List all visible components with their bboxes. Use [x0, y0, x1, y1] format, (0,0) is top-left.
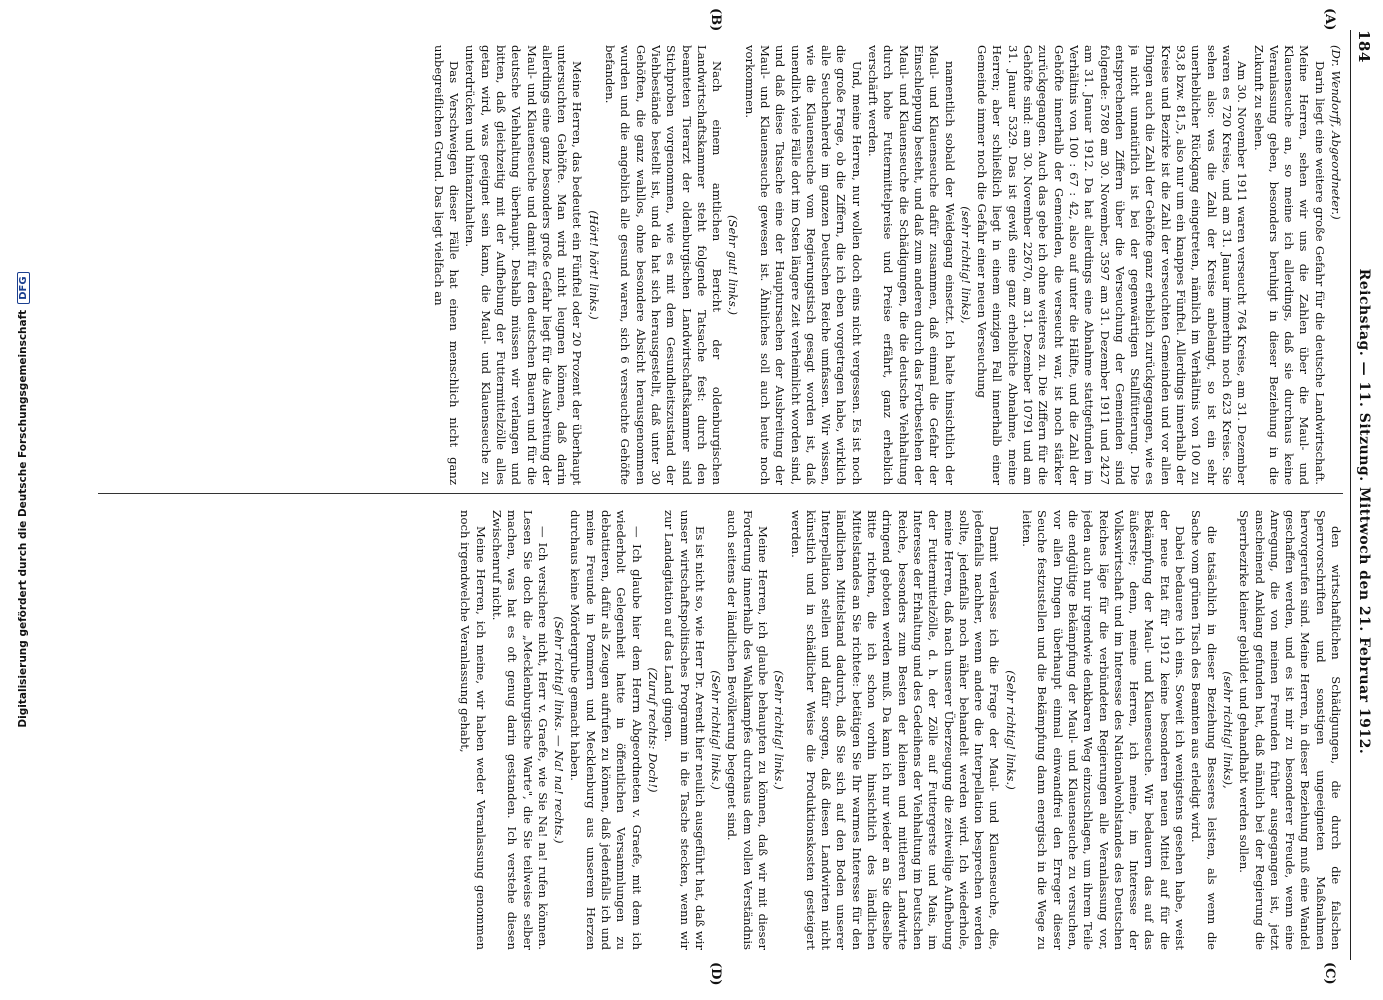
interjection: (Hört! hört! links.)	[586, 210, 601, 320]
paragraph: den wirtschaftlichen Schädigungen, die durch die falschen Sperrvorschriften und sonstigen ungeeigneten Maßnahmen hervorgerufen sind. Meine Herren, in dieser Beziehung muß eine Wandel geschaffen werden, und es ist mir zu besonderer Freude, wenn eine Anregung, die von meinen Freunden früher ausgegangen ist, jetzt anscheinend Anklang gefunden hat, daß nämlich bei der Regierung die Sperrbezirke kleiner gebildet und gehandhabt werden sollen.	[1237, 510, 1343, 950]
paragraph: die tatsächlich in dieser Beziehung Besseres leisten, als wenn die Sache vom grünen Tisch des Beamten aus erledigt wird.	[1189, 510, 1219, 950]
interjection: (Sehr richtig! links.)	[772, 670, 787, 790]
credit-text: Digitalisierung gefördert durch die Deutsche Forschungsgemeinschaft	[17, 309, 29, 728]
paragraph: — Ich glaube hier dem Herrn Abgeordneten v. Graefe, mit dem ich wiederholt Gelegenheit hatte in öffentlichen Versammlungen zu debattieren, dafür als Zeugen aufrufen zu können, daß jedenfalls ich und meine Freunde in Pommern und Mecklenburg aus unserem Herzen durchaus keine Mördergrube gemacht haben.	[568, 510, 644, 950]
interjection: (Sehr gut! links.)	[726, 215, 741, 315]
interjection: (sehr richtig! links),	[1220, 671, 1235, 789]
margin-mark-d: (D)	[708, 962, 723, 986]
interjection: (Sehr richtig! links. — Na! na! rechts.)	[552, 616, 567, 844]
page-header	[1353, 30, 1375, 960]
paragraph: — Ich versichere nicht, Herr v. Graefe, wie Sie Na! na! rufen können. Lesen Sie doch die „Mecklenburgische Warte", die Sie teilweise selber machen, was hat es oft genug darin gestanden. Ich verstehe diesen Zwischenruf nicht.	[489, 510, 550, 950]
paragraph: Meine Herren, ich glaube behaupten zu können, daß wir mit dieser Forderung innerhalb des Wahlkampfes durchaus dem vollen Verständnis auch seitens der ländlichen Bevölkerung begegnet sind.	[725, 510, 771, 950]
paragraph: Damit verlasse ich die Frage der Maul- und Klauenseuche, die, jedenfalls nachher, wenn andere die Interpellation besprechen werden sollte, jedenfalls noch näher behandelt werden wird. Ich wiederhole, meine Herren, daß nach unserer Überzeugung die zeitweilige Aufhebung der Futtermittelzölle, d. h. der Zölle auf Futtergerste und Mais, im Interesse der Erhaltung und des Gedeihens der Viehhaltung im Deutschen Reiche, besonders zum Besten der kleinen und mittleren Landwirte dringend geboten werden muß. Da kann ich nur wieder an Sie dieselbe Bitte richten, die ich schon vorhin hinsichtlich des ländlichen Mittelstandes an Sie richtete: betätigen Sie Ihr warmes Interesse für den ländlichen Mittelstand dadurch, daß Sie sich auf den Boden unserer Interpellation stellen und dafür sorgen, daß diesen Landwirten nicht künstlich und in schädlicher Weise die Produktionskosten gesteigert werden.	[788, 510, 1002, 950]
page-number: 184	[1355, 30, 1373, 63]
dfg-logo: DFG	[17, 272, 30, 303]
paragraph: Dabei bedauere ich eins. Soweit ich wenigstens gesehen habe, weist der neue Etat für 1912 keine besonderen neuen Mittel auf für die Bekämpfung der Maul- und Klauenseuche. Wir bedauern das auf das äußerste; denn, meine Herren, ich meine, im Interesse der Volkswirtschaft und im Interesse des Nationalwohlstandes des Deutschen Reiches läge für die verbündeten Regierungen alle Veranlassung vor, jeden auch nur irgendwie denkbaren Weg einzuschlagen, um ihrem Teile die endgültige Bekämpfung der Maul- und Klauenseuche zu versuchen, vor allen Dingen überhaupt einmal einwandfrei den Erreger dieser Seuche festzustellen und die Bekämpfung dann energisch in die Wege zu leiten.	[1020, 510, 1188, 950]
interjection: (sehr richtig! links),	[958, 206, 973, 324]
margin-mark-a: (A)	[1322, 8, 1337, 31]
paragraph: Es ist nicht so, wie Herr Dr. Arendt hier neulich ausgeführt hat, daß wir unser wirtschaftspolitisches Programm in die Tasche stecken, wenn wir zur Landagitation auf das Land gingen.	[662, 510, 707, 950]
interjection: (Zuruf rechts: Doch!)	[645, 667, 660, 793]
left-column	[93, 45, 1343, 485]
paragraph: Meine Herren, das bedeutet ein Fünftel oder 20 Prozent der überhaupt untersuchten Gehöfte. Man wird nicht leugnen können, daß darin allerdings eine ganz besonders große Gefahr liegt für die Ausbreitung der Maul- und Klauenseuche und damit für den deutschen Bauern und für die deutsche Viehhaltung überhaupt. Deshalb müssen wir verlangen und bitten, daß gleichzeitig mit der Aufhebung der Futtermittelzölle alles getan wird, was geeignet sein kann, die Maul- und Klauenseuche zu unterdrücken und hintanzuhalten.	[463, 45, 585, 485]
header-rule	[1350, 30, 1351, 960]
margin-mark-b: (B)	[708, 8, 723, 32]
page-title: Reichstag. — 11. Sitzung. Mittwoch den 21. Februar 1912.	[1356, 268, 1372, 755]
paragraph: Darin liegt eine weitere große Gefahr für die deutsche Landwirtschaft. Meine Herren, sehen wir uns die Zahlen über die Maul- und Klauenseuche an, so meine ich allerdings, daß sie durchaus keine Veranlassung geben, besonders beruhigt in dieser Beziehung in die Zukunft zu sehen.	[1251, 45, 1327, 485]
digitization-credit	[3, 0, 43, 1000]
right-column	[93, 510, 1343, 950]
margin-mark-c: (C)	[1322, 962, 1337, 985]
paragraph: Und, meine Herren, nur wollen doch eins nicht vergessen. Es ist noch die große Frage, ob die Ziffern, die ich eben vorgetragen habe, wirklich alle Seuchenherde im ganzen Deutschen Reiche umfassen. Wir wissen, wie die Klauenseuche vom Regierungstisch gesagt worden ist, daß unendlich viele Fälle dort im Osten längere Zeit verheimlicht worden sind, und daß diese Tatsache eine der Hauptursachen der Ausbreitung der Maul- und Klauenseuche gewesen ist. Ähnliches soll auch heute noch vorkommen.	[742, 45, 864, 485]
paragraph: Am 30. November 1911 waren verseucht 764 Kreise, am 31. Dezember waren es 720 Kreise, und am 31. Januar immerhin noch 623 Kreise. Sie sehen also: was die Zahl der Kreise anbelangt, so ist ein sehr unerheblicher Rückgang eingetreten, nämlich im Verhältnis von 100 zu 93,8 bzw. 81,5, also nur um ein knappes Fünftel. Allerdings innerhalb der Kreise und Bezirke ist die Zahl der verseuchten Gemeinden und vor allen Dingen auch die Zahl der Gehöfte ganz erheblich zurückgegangen, wie es ja nicht unnatürlich ist bei der gegenwärtigen Stallfütterung. Die entsprechenden Ziffern über die Verseuchung der Gemeinden sind folgende: 5780 am 30. November, 3597 am 31. Dezember 1911 und 2427 am 31. Januar 1912. Da hat allerdings eine Abnahme stattgefunden im Verhältnis von 100 : 67 : 42, also auf unter die Hälfte, und die Zahl der Gehöfte innerhalb der Gemeinden, die verseucht war, ist noch stärker zurückgegangen. Auch das gebe ich ohne weiteres zu. Die Ziffern für die Gehöfte sind: am 30. November 22670, am 31. Dezember 10791 und am 31. Januar 5329. Das ist gewiß eine ganz erhebliche Abnahme, meine Herren; aber schließlich liegt in einem einzigen Fall innerhalb einer Gemeinde immer noch die Gefahr einer neuen Verseuchung	[975, 45, 1250, 485]
paragraph: namentlich sobald der Weidegang einsetzt. Ich halte hinsichtlich der Maul- und Klauenseuche dafür zusammen, daß einmal die Gefahr der Einschleppung besteht, und daß zum anderen durch das Fortbestehen der Maul- und Klauenseuche die Schädigungen, die die deutsche Viehhaltung durch hohe Futtermittelpreise und Preise erfährt, ganz erheblich verschärft werden.	[866, 45, 957, 485]
column-divider	[98, 493, 1343, 494]
interjection: (Sehr richtig! links.)	[1003, 670, 1018, 790]
interjection: (Sehr richtig! links.)	[709, 670, 724, 790]
speaker-line: (Dr. Wendorff, Abgeordneter.)	[1329, 45, 1343, 220]
paragraph: Das Verschweigen dieser Fälle hat einen menschlich nicht ganz unbegreiflichen Grund. Das liegt vielfach an	[431, 45, 462, 485]
paragraph: Nach einem amtlichen Bericht der oldenburgischen Landwirtschaftskammer steht folgende Tatsache fest: durch den beamteten Tierarzt der oldenburgischen Landwirtschaftskammer sind Stichproben vorgenommen, wie es mit dem Gesundheitszustand der Viehbestände bestellt ist, und da hat sich herausgestellt, daß unter 30 Gehöften, die ganz wahllos, ohne besondere Absicht herausgenommen wurden und die angeblich alle gesund waren, sich 6 verseuchte Gehöfte befanden.	[603, 45, 725, 485]
paragraph: Meine Herren, ich meine, wir haben weder Veranlassung genommen noch irgendwelche Veranlassung gehabt,	[458, 510, 488, 950]
